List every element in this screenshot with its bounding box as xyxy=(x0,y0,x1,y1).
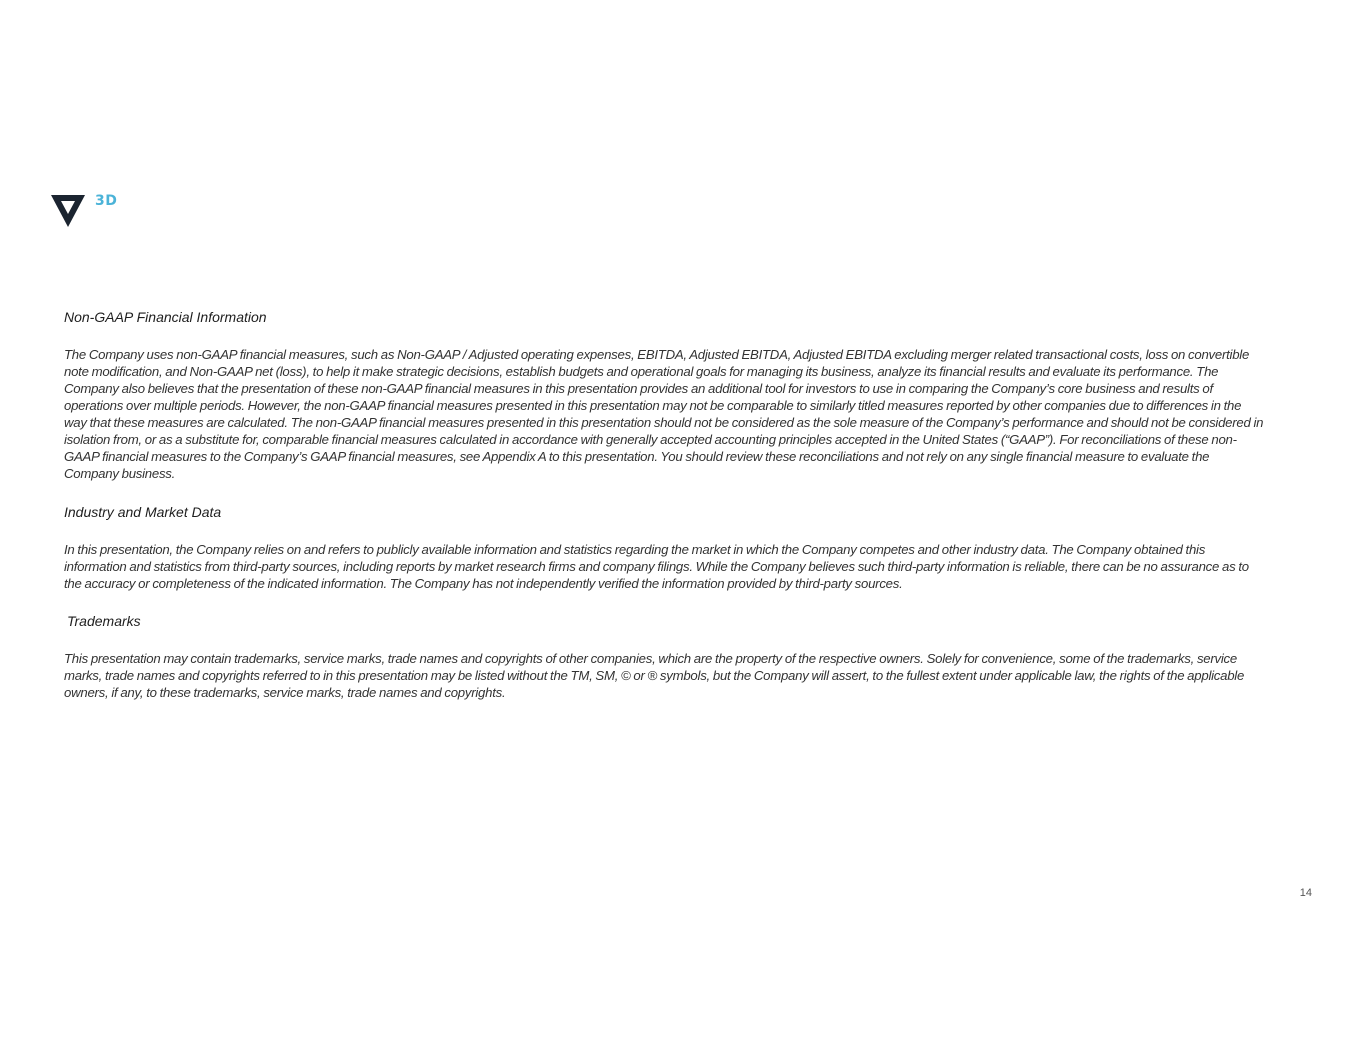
section-heading: Non-GAAP Financial Information xyxy=(64,309,267,325)
page-number: 14 xyxy=(1299,887,1312,899)
v-logo-icon xyxy=(51,195,85,227)
section-body: The Company uses non-GAAP financial measures, such as Non-GAAP / Adjusted operating expenses, EBITDA, Adjusted EBITDA, Adjusted EBITDA excluding merger related transactional costs, loss on convertible note modification, and Non-GAAP net (loss), to help it make strategic decisions, establish budgets and operational goals for managing its business, analyze its financial results and evaluate its performance. The Company also believes that the presentation of these non-GAAP financial measures in this presentation provides an additional tool for investors to use in comparing the Company’s core business and results of operations over multiple periods. However, the non-GAAP financial measures presented in this presentation may not be comparable to similarly titled measures reported by other companies due to differences in the way that these measures are calculated. The non-GAAP financial measures presented in this presentation should not be considered as the sole measure of the Company’s performance and should not be considered in isolation from, or as a substitute for, comparable financial measures calculated in accordance with generally accepted accounting principles accepted in the United States (“GAAP”). For reconciliations of these non-GAAP financial measures to the Company’s GAAP financial measures, see Appendix A to this presentation. You should review these reconciliations and not rely on any single financial measure to evaluate the Company business. xyxy=(64,347,1264,481)
company-logo xyxy=(51,193,121,227)
section-industry-market-data xyxy=(64,503,1264,592)
section-trademarks xyxy=(64,612,1264,701)
logo-text: 3D xyxy=(95,193,118,209)
section-heading: Industry and Market Data xyxy=(64,504,222,520)
section-body: In this presentation, the Company relies on and refers to publicly available information and statistics regarding the market in which the Company competes and other industry data. The Company obtained this information and statistics from third-party sources, including reports by market research firms and company filings. While the Company believes such third-party information is reliable, there can be no assurance as to the accuracy or completeness of the indicated information. The Company has not independently verified the information provided by third-party sources. xyxy=(64,542,1249,591)
section-body: This presentation may contain trademarks, service marks, trade names and copyrights of other companies, which are the property of the respective owners. Solely for convenience, some of the trademarks, service marks, trade names and copyrights referred to in this presentation may be listed without the TM, SM, © or ® symbols, but the Company will assert, to the fullest extent under applicable law, the rights of the applicable owners, if any, to these trademarks, service marks, trade names and copyrights. xyxy=(64,651,1245,700)
disclaimer-content xyxy=(64,308,1264,701)
section-heading: Trademarks xyxy=(67,613,141,629)
section-non-gaap xyxy=(64,308,1264,482)
